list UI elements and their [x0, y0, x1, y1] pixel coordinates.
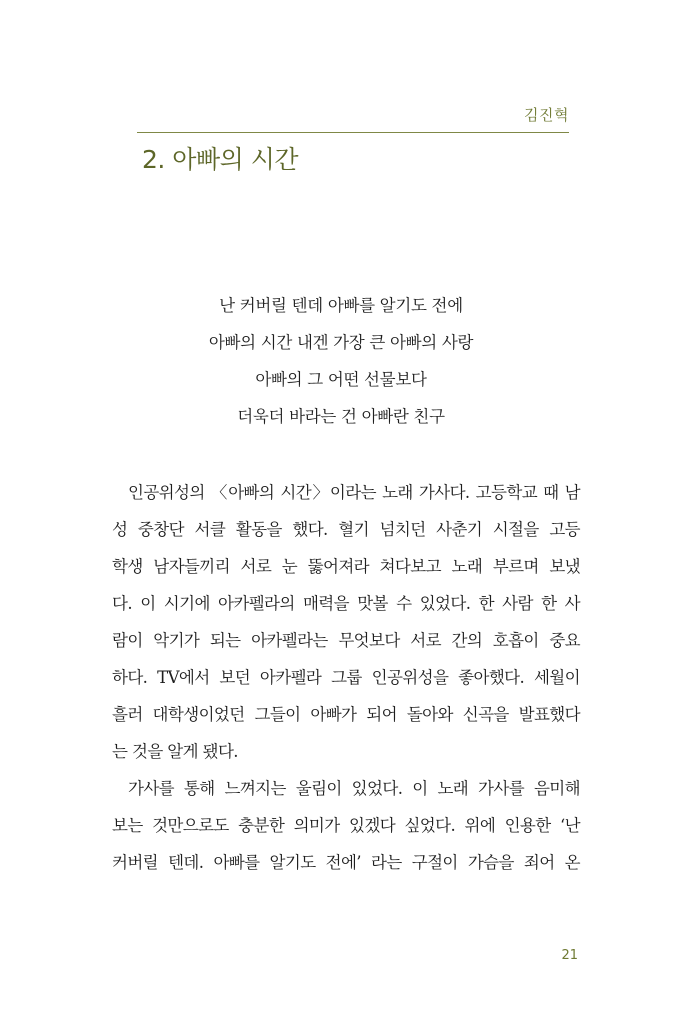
text-line: 다. 이 시기에 아카펠라의 매력을 맛볼 수 있었다. 한 사람 한 사 [112, 594, 580, 613]
text-line: 커버릴 텐데. 아빠를 알기도 전에’ 라는 구절이 가슴을 죄어 온 [112, 853, 580, 872]
page-number: 21 [561, 948, 578, 963]
text-line: 성 중창단 서클 활동을 했다. 혈기 넘치던 사춘기 시절을 고등 [112, 520, 580, 539]
chapter-title: 2. 아빠의 시간 [142, 145, 298, 174]
header-divider [137, 132, 569, 133]
lyric-line: 아빠의 그 어떤 선물보다 [255, 370, 427, 389]
lyric-line: 더욱더 바라는 건 아빠란 친구 [237, 407, 445, 426]
lyric-line: 아빠의 시간 내겐 가장 큰 아빠의 사랑 [208, 333, 474, 352]
paragraph-2 [112, 770, 580, 881]
text-line: 는 것을 알게 됐다. [112, 742, 238, 761]
body-text [112, 474, 580, 881]
text-line: 흘러 대학생이었던 그들이 아빠가 되어 돌아와 신곡을 발표했다 [112, 705, 580, 724]
lyric-line: 난 커버릴 텐데 아빠를 알기도 전에 [219, 296, 463, 315]
text-line: 학생 남자들끼리 서로 눈 뚫어져라 쳐다보고 노래 부르며 보냈 [112, 557, 580, 576]
text-line: 인공위성의 〈아빠의 시간〉이라는 노래 가사다. 고등학교 때 남 [128, 483, 580, 502]
text-line: 가사를 통해 느껴지는 울림이 있었다. 이 노래 가사를 음미해 [128, 779, 580, 798]
lyrics-block [0, 287, 682, 435]
paragraph-1 [112, 474, 580, 770]
author-name: 김진혁 [524, 106, 569, 124]
text-line: 하다. TV에서 보던 아카펠라 그룹 인공위성을 좋아했다. 세월이 [112, 668, 580, 687]
text-line: 람이 악기가 되는 아카펠라는 무엇보다 서로 간의 호흡이 중요 [112, 631, 580, 650]
text-line: 보는 것만으로도 충분한 의미가 있겠다 싶었다. 위에 인용한 ‘난 [112, 816, 580, 835]
